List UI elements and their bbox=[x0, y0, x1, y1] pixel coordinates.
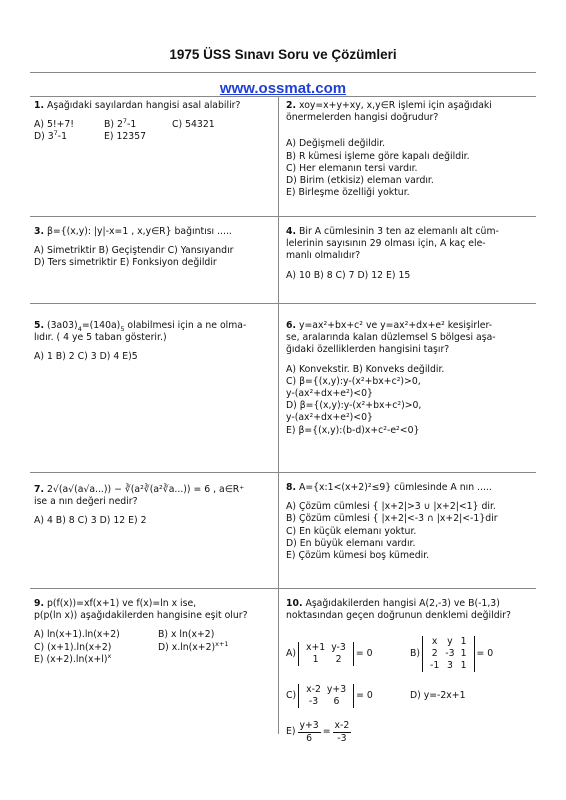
option-d: D) β={(x,y):y-(x²+bx+c²)>0, bbox=[286, 400, 422, 412]
question-6: 6. y=ax²+bx+c² ve y=ax²+dx+e² kesişirler- se, aralarında kalan düzlemsel S bölgesi aşa- ğıdaki özelliklerden hangisini taşır? A) Konvekstir. B) Konveks değildir. C) β={(x,y):y-(x²+bx+c²)>0, y-(ax²+dx+e²)<0} D) β={(x,y):y-(x²+bx+c²)>0, y-(ax²+dx+e²)<0} E) β={(x,y):(b-d)x+c²-e²<0} bbox=[286, 320, 536, 437]
option-b: B) $2^7-1$ bbox=[104, 117, 137, 131]
question-8: 8. A={x:1<(x+2)²≤9} cümlesinde A nın ..... A) Çözüm cümlesi { |x+2|>3 ∪ |x+2|<1} dir. B) Çözüm cümlesi { |x+2|<-3 ∩ |x+2|<-1}dir C) En küçük elemanı yoktur. D) En büyük elemanı vardır. E) Çözüm kümesi boş kümedir. bbox=[286, 482, 536, 562]
option-b: B) R kümesi işleme göre kapalı değildir. bbox=[286, 150, 470, 162]
site-link[interactable]: www.ossmat.com bbox=[219, 80, 347, 97]
option-b: B) x y 1 2 -3 1 -1 3 1 = 0 bbox=[410, 636, 494, 672]
question-5: 5. $(3a03)_4=(140a)_5$ olabilmesi için a ne olma- lıdır. ( 4 ye 5 taban gösterir.) A) 1 B) 2 C) 3 D) 4 E)5 bbox=[34, 320, 274, 364]
question-1 bbox=[34, 100, 274, 144]
option-c: C) 54321 bbox=[172, 119, 215, 131]
options-row: A) 4 B) 8 C) 3 D) 12 E) 2 bbox=[34, 515, 147, 527]
option-d: D) En büyük elemanı vardır. bbox=[286, 537, 416, 549]
option-a: A) ln(x+1).ln(x+2) bbox=[34, 629, 120, 641]
options-row-2: D) Ters simetriktir E) Fonksiyon değildir bbox=[34, 257, 217, 269]
question-text: xoy=x+y+xy, x,y∈R işlemi için aşağıdaki bbox=[298, 100, 492, 111]
option-a: A) 5!+7! bbox=[34, 119, 75, 131]
options-row: A) 10 B) 8 C) 7 D) 12 E) 15 bbox=[286, 269, 411, 281]
question-text: $(3a03)_4=(140a)_5$ olabilmesi için a ne olma- bbox=[46, 320, 247, 333]
option-e: E) $\frac{y+3}{6}$ = $\frac{x-2}{-3}$ bbox=[286, 719, 350, 744]
page-title: 1975 ÜSS Sınavı Soru ve Çözümleri bbox=[169, 47, 397, 62]
option-a: A) x+1 y-3 1 2 = 0 bbox=[286, 642, 373, 666]
question-2: 2. xoy=x+y+xy, x,y∈R işlemi için aşağıdaki önermelerden hangisi doğrudur? A) Değişmeli değildir. B) R kümesi işleme göre kapalı değildir. C) Her elemanın tersi vardır. D) Birim (etkisiz) eleman vardır. E) Birleşme özelliği yoktur. bbox=[286, 100, 536, 199]
option-e: E) Çözüm kümesi boş kümedir. bbox=[286, 550, 430, 562]
option-c: C) β={(x,y):y-(x²+bx+c²)>0, bbox=[286, 375, 421, 387]
question-text: Aşağıdaki sayılardan hangisi asal alabilir? bbox=[46, 100, 241, 111]
question-text: A={x:1<(x+2)²≤9} cümlesinde A nın ..... bbox=[298, 482, 492, 493]
option-e: E) β={(x,y):(b-d)x+c²-e²<0} bbox=[286, 424, 420, 436]
option-d: D) y=-2x+1 bbox=[410, 690, 466, 702]
option-d: D) $3^7-1$ bbox=[34, 129, 68, 143]
option-c: C) Her elemanın tersi vardır. bbox=[286, 162, 418, 174]
option-b: B) Çözüm cümlesi { |x+2|<-3 ∩ |x+2|<-1}dir bbox=[286, 513, 498, 525]
options-row-1: A) Simetriktir B) Geçiştendir C) Yansıyandır bbox=[34, 245, 234, 257]
question-text: p(f(x))=xf(x+1) ve f(x)=ln x ise, bbox=[46, 598, 197, 609]
question-text: Aşağıdakilerden hangisi A(2,-3) ve B(-1,3) bbox=[305, 598, 500, 609]
option-a: A) Çözüm cümlesi { |x+2|>3 ∪ |x+2|<1} dir. bbox=[286, 501, 496, 513]
option-e: E) Birleşme özelliği yoktur. bbox=[286, 187, 410, 199]
option-a-b: A) Konvekstir. B) Konveks değildir. bbox=[286, 363, 445, 375]
option-d: D) Birim (etkisiz) eleman vardır. bbox=[286, 175, 434, 187]
question-number: 1. bbox=[34, 100, 45, 111]
option-e: E) 12357 bbox=[104, 131, 147, 143]
divider bbox=[30, 72, 536, 73]
question-text: 2√(a√(a√a...)) − ∛(a²∛(a²∛a...)) = 6 , a∈R⁺ bbox=[46, 484, 245, 495]
divider bbox=[30, 303, 536, 304]
question-text: β={(x,y): |y|-x=1 , x,y∈R} bağıntısı ..... bbox=[46, 226, 232, 237]
question-4: 4. Bir A cümlesinin 3 ten az elemanlı alt cüm- lelerinin sayısının 29 olması için, A kaç ele- manlı olmalıdır? A) 10 B) 8 C) 7 D) 12 E) 15 bbox=[286, 226, 536, 282]
option-d: D) $x.\ln(x+2)^{x+1}$ bbox=[158, 639, 229, 653]
option-c: C) x-2 y+3 -3 6 = 0 bbox=[286, 684, 373, 708]
option-b: B) x ln(x+2) bbox=[158, 629, 215, 641]
divider bbox=[30, 472, 536, 473]
question-text: Bir A cümlesinin 3 ten az elemanlı alt cüm- bbox=[298, 226, 499, 237]
option-e: E) $(x+2).\ln(x+l)^x$ bbox=[34, 651, 112, 665]
options-row: A) 1 B) 2 C) 3 D) 4 E)5 bbox=[34, 351, 138, 363]
question-9: 9. p(f(x))=xf(x+1) ve f(x)=ln x ise, p(p(ln x)) aşağıdakilerden hangisine eşit olur? A) ln(x+1).ln(x+2) B) x ln(x+2) C) (x+1).ln(x+2) D) $x.\ln(x+2)^{x+1}$ E) $(x+2).\ln(x+l)^x$ bbox=[34, 598, 274, 666]
divider bbox=[30, 588, 536, 589]
option-c: C) En küçük elemanı yoktur. bbox=[286, 525, 417, 537]
column-divider bbox=[278, 97, 279, 734]
question-10: 10. Aşağıdakilerden hangisi A(2,-3) ve B(-1,3) noktasından geçen doğrunun denklemi değildir? A) x+1 y-3 1 2 = 0 B) x y 1 2 -3 1 -1 3 1 = 0 C) x-2 y+3 -3 6 = 0 D) y=-2x+1 E) $\frac{y+3}{6}$ = $\frac{x-2}{-3}$ bbox=[286, 598, 536, 748]
option-c: C) (x+1).ln(x+2) bbox=[34, 641, 112, 653]
option-a: A) Değişmeli değildir. bbox=[286, 138, 386, 150]
divider bbox=[30, 216, 536, 217]
divider bbox=[30, 96, 536, 97]
question-3: 3. β={(x,y): |y|-x=1 , x,y∈R} bağıntısı ..... A) Simetriktir B) Geçiştendir C) Yansıyandır D) Ters simetriktir E) Fonksiyon değildir bbox=[34, 226, 274, 270]
question-7: 7. 2√(a√(a√a...)) − ∛(a²∛(a²∛a...)) = 6 , a∈R⁺ ise a nın değeri nedir? A) 4 B) 8 C) 3 D) 12 E) 2 bbox=[34, 484, 274, 528]
question-text: y=ax²+bx+c² ve y=ax²+dx+e² kesişirler- bbox=[298, 320, 493, 331]
